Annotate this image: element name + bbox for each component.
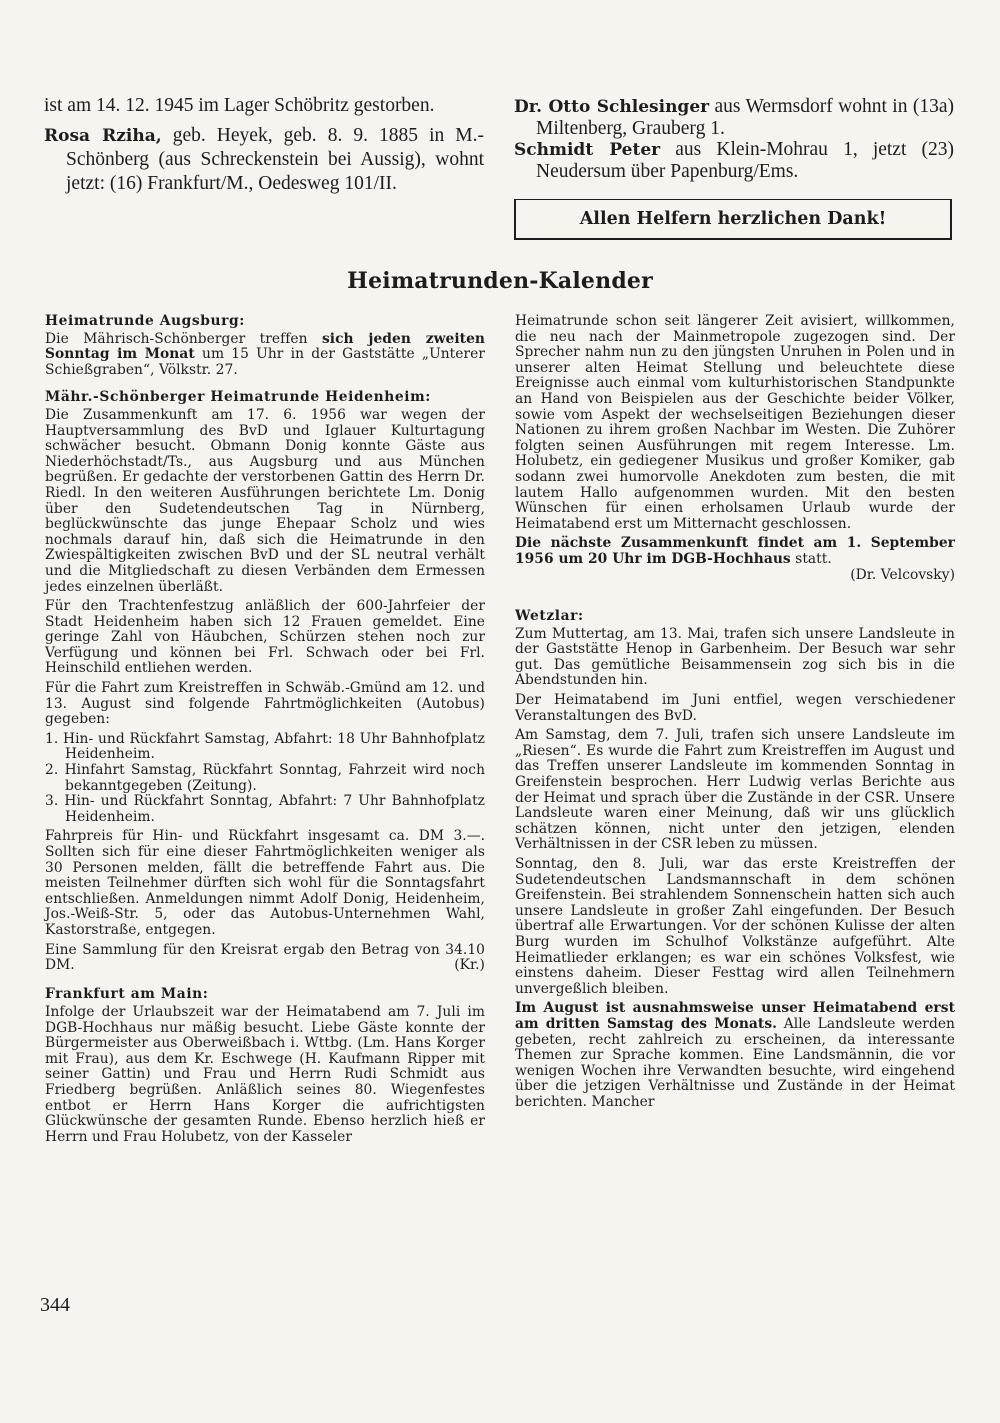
wetzlar-paragraph: Der Heimatabend im Juni entfiel, wegen verschiedener Veranstaltungen des BvD. [515, 692, 955, 724]
top-right-block [514, 96, 954, 182]
heidenheim-paragraph: Für die Fahrt zum Kreistreffen in Schwäb.-Gmünd am 12. und 13. August sind folgende Fahrtmöglichkeiten (Autobus) gegeben: [45, 680, 485, 728]
thanks-box: Allen Helfern herzlichen Dank! [514, 199, 952, 240]
heidenheim-paragraph: Für den Trachtenfestzug anläßlich der 600-Jahrfeier der Stadt Heidenheim haben sich 12 Frauen gemeldet. Eine geringe Zahl von Häubchen, Schürzen stehen noch zur Verfügung und können bei Frl. Schwach oder bei Frl. Heinschild entliehen werden. [45, 598, 485, 677]
schlesinger-notice: Dr. Otto Schlesinger aus Wermsdorf wohnt in (13a) Miltenberg, Grauberg 1. [514, 96, 954, 139]
wetzlar-paragraph: Am Samstag, dem 7. Juli, trafen sich unsere Landsleute im „Riesen“. Es wurde die Fahrt zum Kreistreffen im August und das Treffen unserer Landsleute im kommenden Sonntag in Greifenstein besprochen. Herr Ludwig verlas Berichte aus der Heimat und sprach über die Zustände in der CSR. Unsere Landsleute waren einer Meinung, daß wir uns glücklich schätzen können, nicht unter den jetzigen, elenden Verhältnissen in der CSR leben zu müssen. [515, 727, 955, 853]
frankfurt-continuation: Heimatrunde schon seit längerer Zeit avisiert, willkommen, die neu nach der Mainmetropole zugezogen sind. Der Sprecher nahm nun zu den jüngsten Unruhen in Polen und in unserer alten Heimat Stellung und beleuchtete diese Ereignisse auch einmal vom kulturhistorischen Standpunkte an Hand von Beispielen aus der Geschichte beider Völker, sowie vom Aspekt der wechselseitigen Beziehungen dieser Nationen zu ihrem großen Nachbar im Westen. Die Zuhörer folgten seinen Ausführungen mit regem Interesse. Lm. Holubetz, ein gediegener Musikus und großer Komiker, gab sodann zwei humorvolle Anekdoten zum besten, die mit lautem Hallo aufgenommen wurden. Mit den besten Wünschen für einen erholsamen Urlaub wurde der Heimatabend erst um Mitternacht geschlossen. [515, 313, 955, 532]
wetzlar-paragraph: Im August ist ausnahmsweise unser Heimatabend erst am dritten Samstag des Monats. Alle Landsleute werden gebeten, recht zahlreich zu erscheinen, da interessante Themen zur Sprache kommen. Eine Landsmännin, die vor wenigen Wochen ihre Verwandten besuchte, wird eingehend über die jetzigen Verhältnisse und Zustände in der Heimat berichten. Mancher [515, 1000, 955, 1110]
wetzlar-title: Wetzlar: [515, 608, 584, 625]
schmidt-notice: Schmidt Peter aus Klein-Mohrau 1, jetzt (23) Neudersum über Papenburg/Ems. [514, 139, 954, 182]
list-item: 1. Hin- und Rückfahrt Samstag, Abfahrt: 18 Uhr Bahnhofplatz Heidenheim. [45, 730, 485, 763]
death-notice: ist am 14. 12. 1945 im Lager Schöbritz gestorben. [44, 95, 435, 116]
heidenheim-title: Mähr.-Schönberger Heimatrunde Heidenheim: [45, 389, 431, 406]
left-column [45, 314, 485, 1149]
list-item: 3. Hin- und Rückfahrt Sonntag, Abfahrt: 7 Uhr Bahnhofplatz Heidenheim. [45, 793, 485, 825]
person-name: Schmidt Peter [514, 140, 661, 160]
augsburg-title: Heimatrunde Augsburg: [45, 313, 245, 329]
frankfurt-paragraph: Infolge der Urlaubszeit war der Heimatabend am 7. Juli im DGB-Hochhaus nur mäßig besucht. Liebe Gäste konnte der Bürgermeister aus Oberweißbach i. Wttbg. (Lm. Hans Korger mit Frau), aus dem Kr. Eschwege (H. Kaufmann Ripper mit seiner Gattin) und Frau und Herrn Rudi Schmidt aus Friedberg begrüßen. Anläßlich seines 80. Wiegenfestes entbot er Herrn Hans Korger die aufrichtigsten Glückwünsche der gesamten Runde. Ebenso herzlich hieß er Herrn und Frau Holubetz, von der Kasseler [45, 1003, 485, 1145]
trip-options-list [45, 732, 485, 826]
frankfurt-title: Frankfurt am Main: [45, 986, 209, 1003]
heidenheim-paragraph: Die Zusammenkunft am 17. 6. 1956 war wegen der Hauptversammlung des BvD und Iglauer Kulturtagung schwächer besucht. Obmann Donig konnte Gäste aus Niederhöchstadt/Ts., aus Augsburg und aus München begrüßen. Er gedachte der verstorbenen Gattin des Herrn Dr. Riedl. In den weiteren Ausführungen berichtete Lm. Donig über den Sudetendeutschen Tag in Nürnberg, beglückwünschte das junge Ehepaar Scholz und wies nochmals darauf hin, daß sich die Heimatrunde in den Zwiespältigkeiten zwischen BvD und der SL neutral verhält und die Mitgliedschaft zu diesen Verbänden dem Ermessen jedes einzelnen überläßt. [45, 406, 485, 595]
rziha-notice: Rosa Rziha, geb. Heyek, geb. 8. 9. 1885 in M.-Schönberg (aus Schreckenstein bei Aussig), wohnt jetzt: (16) Frankfurt/M., Oedesweg 101/II. [44, 125, 485, 194]
section-heading: Heimatrunden-Kalender [347, 268, 653, 294]
augsburg-text: Die Mährisch-Schönberger treffen sich jeden zweiten Sonntag im Monat um 15 Uhr in der Gaststätte „Unterer Schießgraben“, Völkstr. 27. [45, 330, 485, 378]
top-left-block [44, 94, 484, 202]
page-number: 344 [40, 1294, 70, 1316]
person-name: Dr. Otto Schlesinger [514, 97, 710, 117]
wetzlar-paragraph: Zum Muttertag, am 13. Mai, trafen sich unsere Landsleute in der Gaststätte Henop in Garbenheim. Der Besuch war sehr gut. Das gemütliche Beisammensein zog sich bis in die Abendstunden hin. [515, 625, 955, 689]
heidenheim-paragraph: Eine Sammlung für den Kreisrat ergab den Betrag von 34.10 DM. [45, 941, 485, 974]
heidenheim-paragraph: Fahrpreis für Hin- und Rückfahrt insgesamt ca. DM 3.—. Sollten sich für eine dieser Fahrtmöglichkeiten weniger als 30 Personen melden, fällt die betreffende Fahrt aus. Die meisten Teilnehmer dürften sich wohl für die Sonntagsfahrt entschließen. Anmeldungen nimmt Adolf Donig, Heidenheim, Jos.-Weiß-Str. 5, oder das Autobus-Unternehmen Wahl, Kastorstraße, entgegen. [45, 828, 485, 938]
right-column [515, 314, 955, 1115]
frankfurt-next-meeting: Die nächste Zusammenkunft findet am 1. September 1956 um 20 Uhr im DGB-Hochhaus statt. [515, 535, 955, 567]
wetzlar-paragraph: Sonntag, den 8. Juli, war das erste Kreistreffen der Sudetendeutschen Landsmannschaft in dem schönen Greifenstein. Bei strahlendem Sonnenschein hatten sich auch unsere Landsleute in großer Zahl eingefunden. Der Besuch übertraf alle Erwartungen. Vor der schönen Kulisse der alten Burg wurden im Schulhof Volkstänze aufgeführt. Alte Heimatlieder erklangen; es war ein schönes Volksfest, wie einstens daheim. Dieser Festtag wird allen Teilnehmern unvergeßlich bleiben. [515, 856, 955, 997]
author-sign: (Dr. Velcovsky) [850, 566, 955, 583]
person-name: Rosa Rziha, [44, 126, 162, 146]
author-sign: (Kr.) [454, 956, 485, 973]
list-item: 2. Hinfahrt Samstag, Rückfahrt Sonntag, Fahrzeit wird noch bekanntgegeben (Zeitung). [45, 762, 485, 794]
